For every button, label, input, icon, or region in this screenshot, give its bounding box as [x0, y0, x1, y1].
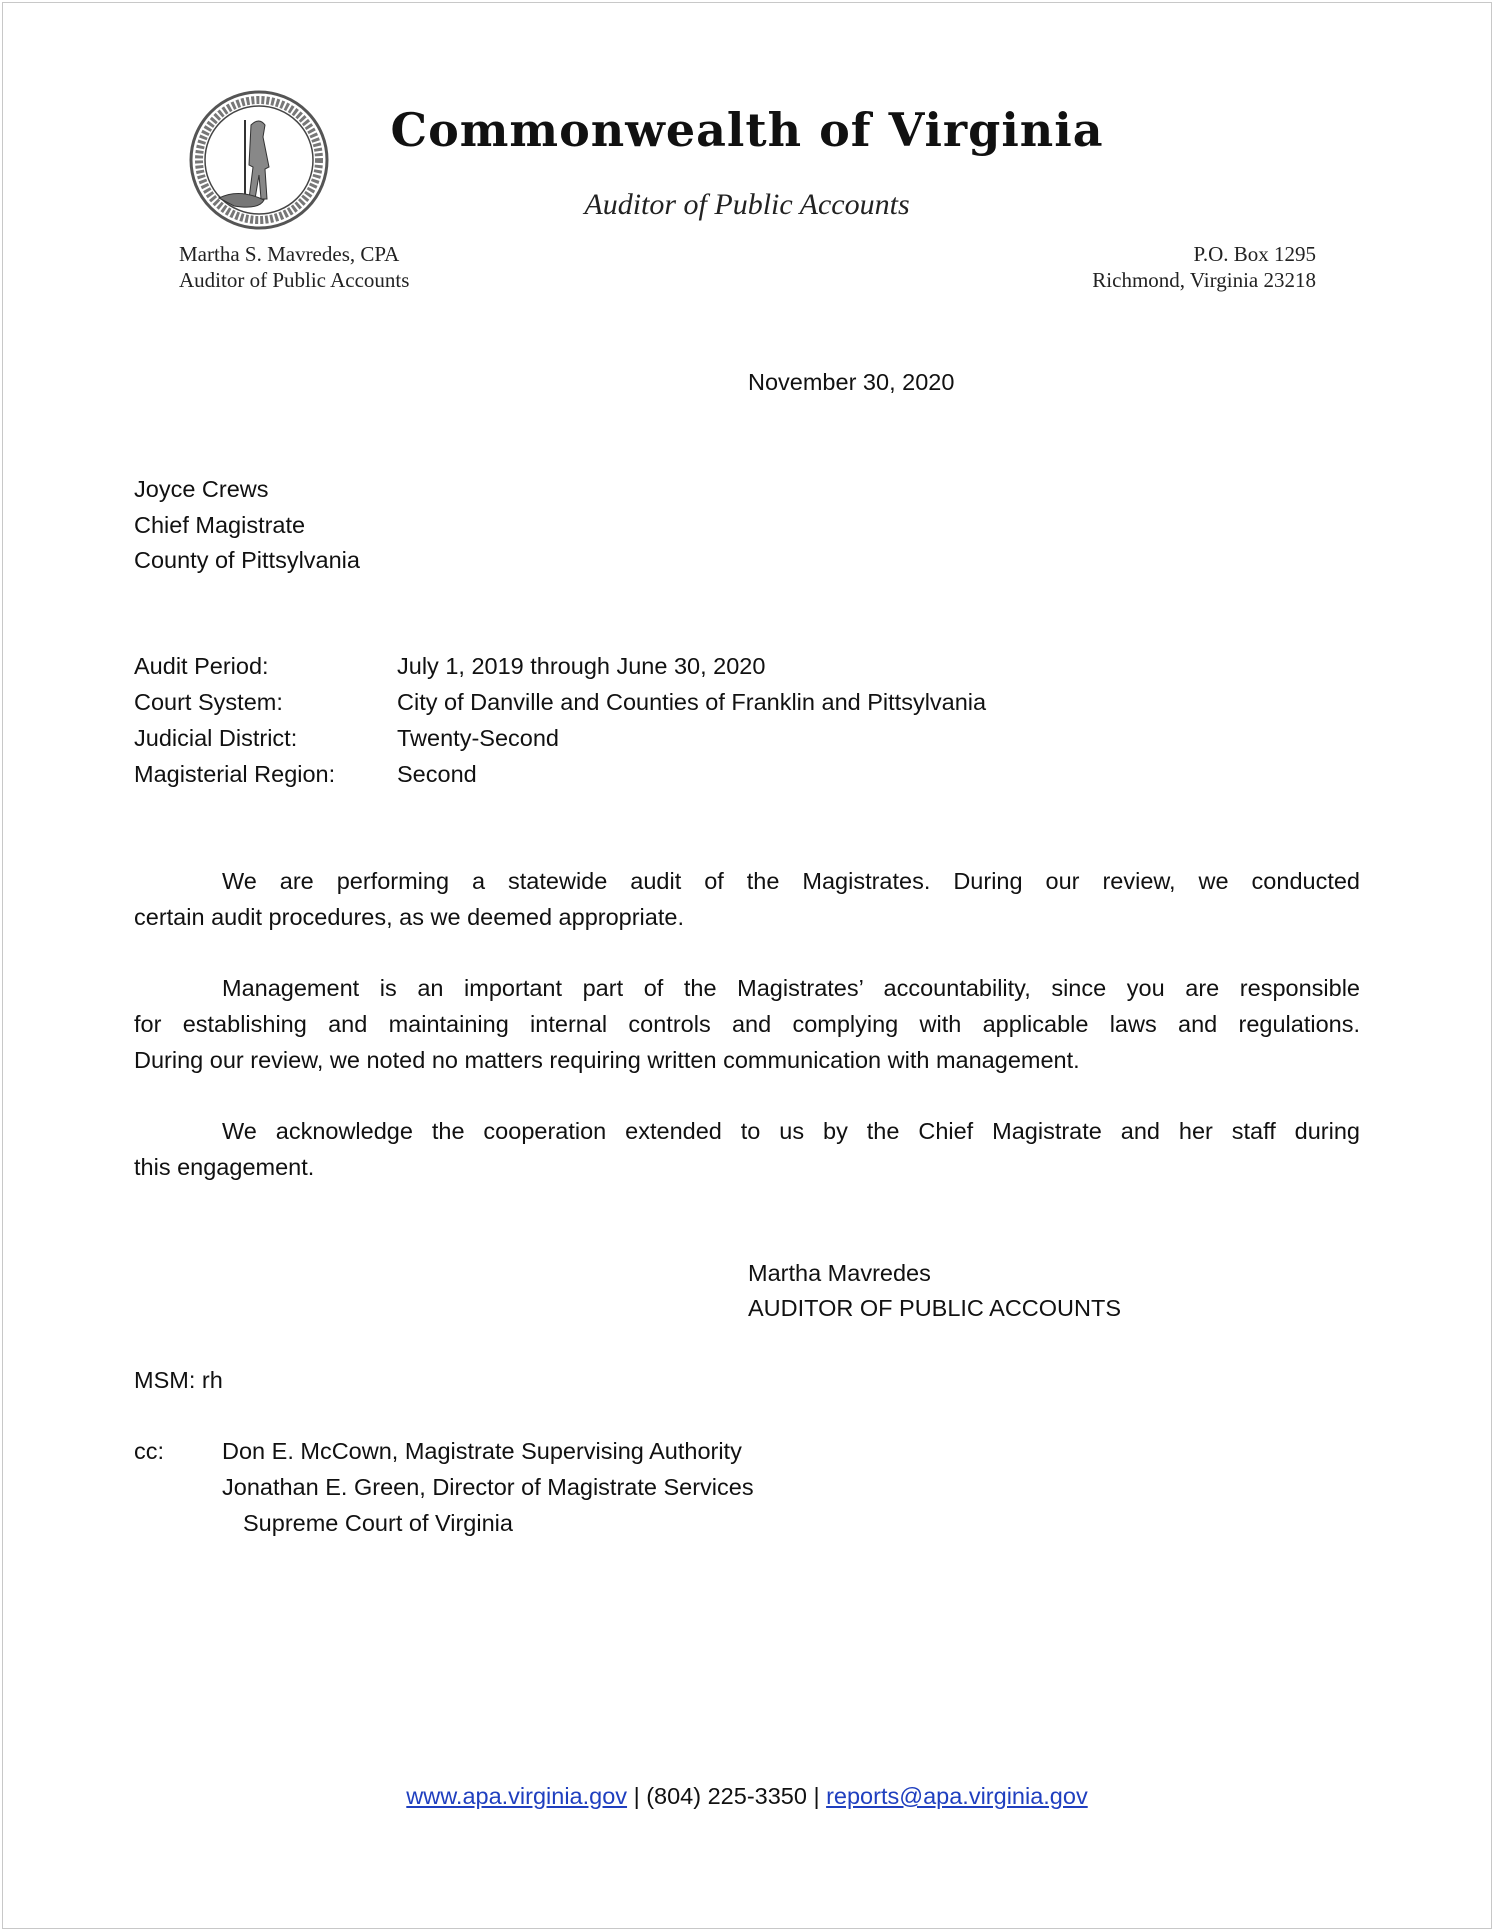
email-link[interactable]: reports@apa.virginia.gov: [826, 1783, 1088, 1809]
auditor-title: Auditor of Public Accounts: [179, 268, 410, 292]
phone-number: (804) 225-3350: [646, 1783, 807, 1809]
paragraph-line: certain audit procedures, as we deemed appropriate.: [134, 904, 684, 930]
paragraph-line: this engagement.: [134, 1154, 315, 1180]
cc-label: cc:: [134, 1438, 165, 1464]
separator: |: [813, 1783, 820, 1809]
detail-label: Audit Period:: [134, 653, 269, 679]
letterhead-address: [1092, 241, 1316, 293]
footer: [0, 1778, 1494, 1814]
paragraph-line: Management is an important part of the Magistrates’ accountability, since you are responsible: [222, 975, 1360, 1001]
detail-value: July 1, 2019 through June 30, 2020: [397, 653, 766, 679]
detail-label: Court System:: [134, 689, 283, 715]
letterhead-left: [179, 241, 409, 293]
detail-label: Judicial District:: [134, 725, 298, 751]
auditor-name: Martha S. Mavredes, CPA: [179, 242, 400, 266]
cc-recipient: Supreme Court of Virginia: [243, 1510, 513, 1536]
recipient-title: Chief Magistrate: [134, 512, 306, 538]
detail-value: Twenty-Second: [397, 725, 559, 751]
website-link[interactable]: www.apa.virginia.gov: [406, 1783, 628, 1809]
paragraph-line: for establishing and maintaining internal controls and complying with applicable laws and regulations.: [134, 1011, 1360, 1037]
recipient-name: Joyce Crews: [134, 476, 269, 502]
paragraph-line: We are performing a statewide audit of the Magistrates. During our review, we conducted: [222, 868, 1360, 894]
cc-recipient: Jonathan E. Green, Director of Magistrate Services: [222, 1474, 754, 1500]
detail-value: City of Danville and Counties of Franklin and Pittsylvania: [397, 689, 987, 715]
letterhead-subtitle: Auditor of Public Accounts: [584, 188, 910, 221]
po-box: P.O. Box 1295: [1193, 242, 1316, 266]
cc-recipient: Don E. McCown, Magistrate Supervising Authority: [222, 1438, 742, 1464]
detail-label: Magisterial Region:: [134, 761, 336, 787]
recipient-org: County of Pittsylvania: [134, 547, 360, 573]
paragraph-line: During our review, we noted no matters requiring written communication with management.: [134, 1047, 1080, 1073]
detail-value: Second: [397, 761, 477, 787]
signature-title: AUDITOR OF PUBLIC ACCOUNTS: [748, 1295, 1122, 1321]
initials: MSM: rh: [134, 1367, 223, 1393]
city-state-zip: Richmond, Virginia 23218: [1092, 268, 1316, 292]
separator: |: [633, 1783, 640, 1809]
paragraph-line: We acknowledge the cooperation extended to us by the Chief Magistrate and her staff during: [222, 1118, 1360, 1144]
signature-name: Martha Mavredes: [748, 1260, 931, 1286]
letter-date: November 30, 2020: [748, 369, 955, 395]
letterhead-title: Commonwealth of Virginia: [390, 103, 1104, 157]
